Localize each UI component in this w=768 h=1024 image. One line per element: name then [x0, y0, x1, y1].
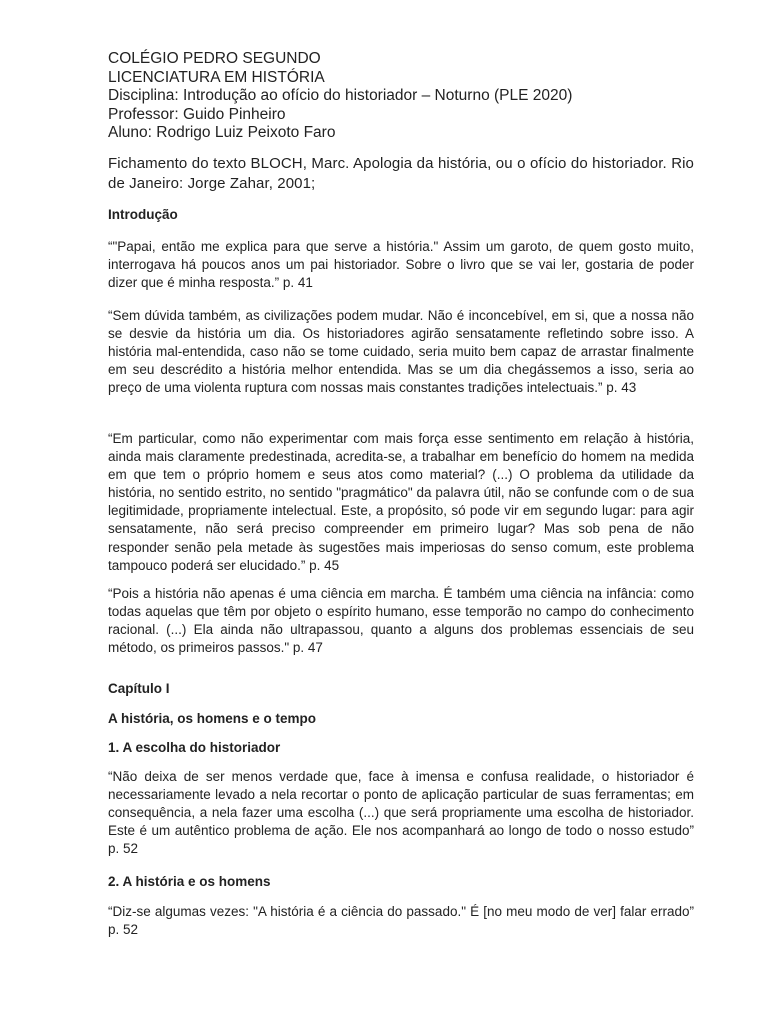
professor-line: Professor: Guido Pinheiro: [108, 105, 286, 123]
school-name: COLÉGIO PEDRO SEGUNDO: [108, 50, 321, 67]
quote-paragraph: “Pois a história não apenas é uma ciência em marcha. É também uma ciência na infância: como todas aquelas que têm por objeto o espírito humano, esse temporão no campo do conhecimento racional. (...) Ela ainda não ultrapassou, quanto a alguns dos problemas essenciais de seu método, os primeiros passos." p. 47: [108, 586, 694, 656]
section-heading: 1. A escolha do historiador: [108, 740, 281, 755]
quote-paragraph: “Sem dúvida também, as civilizações podem mudar. Não é inconcebível, em si, que a nossa não se desvie da história um dia. Os historiadores agirão sensatamente refletindo sobre isso. A história mal-entendida, caso não se tome cuidado, seria muito bem capaz de arrastar finalmente em seu descrédito a história melhor entendida. Mas se um dia chegássemos a isso, seria ao preço de uma violenta ruptura com nossas mais constantes tradições intelectuais.” p. 43: [108, 308, 694, 396]
chapter-label: Capítulo I: [108, 681, 170, 696]
introduction-heading: Introdução: [108, 207, 178, 222]
quote-paragraph: “Diz-se algumas vezes: "A história é a ciência do passado." É [no meu modo de ver] falar errado” p. 52: [108, 904, 694, 938]
course-name: LICENCIATURA EM HISTÓRIA: [108, 68, 325, 86]
discipline-line: Disciplina: Introdução ao ofício do historiador – Noturno (PLE 2020): [108, 87, 573, 104]
student-line: Aluno: Rodrigo Luiz Peixoto Faro: [108, 124, 336, 141]
document-header: [108, 50, 668, 143]
quote-paragraph: “"Papai, então me explica para que serve a história." Assim um garoto, de quem gosto muito, interrogava há poucos anos um pai historiador. Sobre o livro que se vai ler, gostaria de poder dizer que é minha resposta.” p. 41: [108, 239, 694, 291]
bibliographic-reference: Fichamento do texto BLOCH, Marc. Apologia da história, ou o ofício do historiador. Rio de Janeiro: Jorge Zahar, 2001;: [108, 155, 694, 192]
chapter-title: A história, os homens e o tempo: [108, 711, 317, 726]
section-heading: 2. A história e os homens: [108, 874, 271, 889]
quote-paragraph: “Não deixa de ser menos verdade que, face à imensa e confusa realidade, o historiador é necessariamente levado a nela recortar o ponto de aplicação particular de suas ferramentas; em consequência, a nela fazer uma escolha (...) que será propriamente uma escolha de historiador. Este é um autêntico problema de ação. Ele nos acompanhará ao longo de todo o nosso estudo” p. 52: [108, 769, 694, 857]
quote-paragraph: “Em particular, como não experimentar com mais força esse sentimento em relação à história, ainda mais claramente predestinada, acredita-se, a trabalhar em benefício do homem na medida em que tem o próprio homem e seus atos como material? (...) O problema da utilidade da história, no sentido estrito, no sentido "pragmático" da palavra útil, não se confunde com o de sua legitimidade, propriamente intelectual. Este, a propósito, só pode vir em segundo lugar: para agir sensatamente, não será preciso compreender em primeiro lugar? Mas sob pena de não responder senão pela metade às sugestões mais imperiosas do senso comum, este problema tampouco poderá ser elucidado.” p. 45: [108, 431, 694, 573]
